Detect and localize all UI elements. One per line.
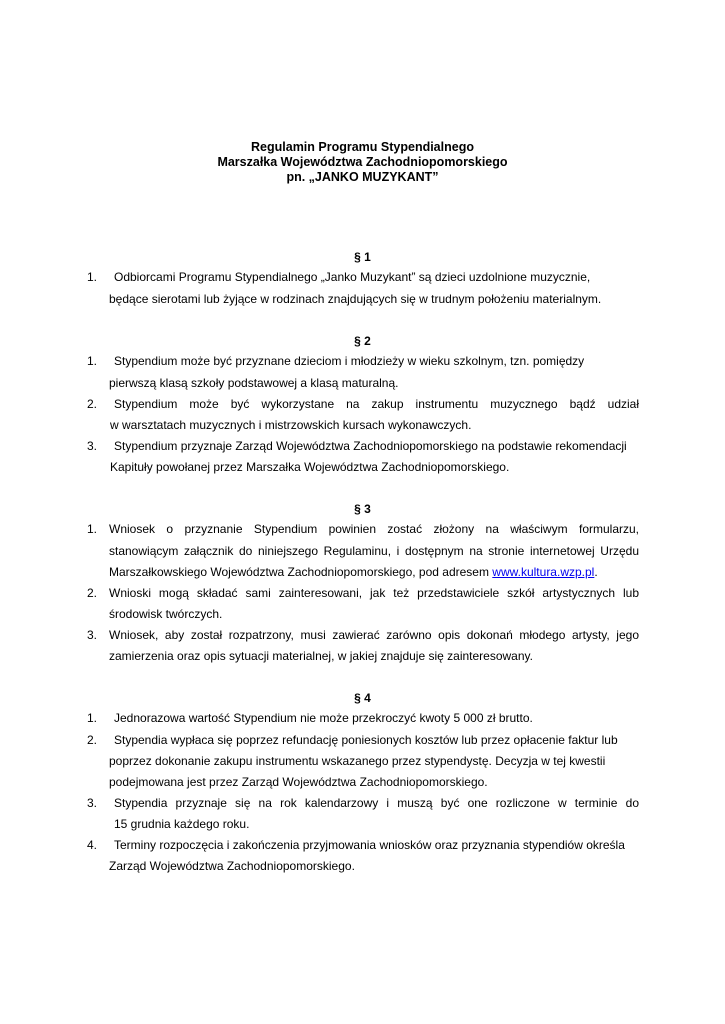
section-heading-2: § 2 xyxy=(354,334,371,348)
item-number: 1. xyxy=(87,354,98,368)
paragraph-line: Wnioski mogą składać sami zainteresowani, jak też przedstawiciele szkół artystycznych lub xyxy=(109,586,639,600)
paragraph-line: Odbiorcami Programu Stypendialnego „Janko Muzykant” są dzieci uzdolnione muzycznie, xyxy=(114,270,591,284)
paragraph-line: 15 grudnia każdego roku. xyxy=(114,817,250,831)
item-number: 1. xyxy=(87,522,98,536)
item-number: 1. xyxy=(87,270,98,284)
title-line-1: Regulamin Programu Stypendialnego xyxy=(251,140,474,154)
section-heading-4: § 4 xyxy=(354,691,371,705)
paragraph-line: stanowiącym załącznik do niniejszego Regulaminu, i dostępnym na stronie internetowej Urzędu xyxy=(109,544,639,558)
paragraph-line: podejmowana jest przez Zarząd Województwa Zachodniopomorskiego. xyxy=(109,775,488,789)
paragraph-line: pierwszą klasą szkoły podstawowej a klasą maturalną. xyxy=(109,376,399,390)
paragraph-line: Kapituły powołanej przez Marszałka Województwa Zachodniopomorskiego. xyxy=(110,460,510,474)
paragraph-line: Stypendium przyznaje Zarząd Województwa Zachodniopomorskiego na podstawie rekomendacji xyxy=(114,439,627,453)
paragraph-line: środowisk twórczych. xyxy=(109,607,223,621)
paragraph-line xyxy=(109,562,598,583)
item-number: 1. xyxy=(87,711,98,725)
paragraph-line: Zarząd Województwa Zachodniopomorskiego. xyxy=(109,859,355,873)
paragraph-line: Stypendia przyznaje się na rok kalendarzowy i muszą być one rozliczone w terminie do xyxy=(114,796,639,810)
item-number: 4. xyxy=(87,838,98,852)
paragraph-line: będące sierotami lub żyjące w rodzinach znajdujących się w trudnym położeniu materialnym. xyxy=(109,292,602,306)
paragraph-line: Stypendia wypłaca się poprzez refundację poniesionych kosztów lub przez opłacenie faktur lub xyxy=(114,733,618,747)
title-line-3: pn. „JANKO MUZYKANT” xyxy=(286,170,439,184)
paragraph-line: Terminy rozpoczęcia i zakończenia przyjmowania wniosków oraz przyznania stypendiów określa xyxy=(114,838,625,852)
paragraph-line: poprzez dokonanie zakupu instrumentu wskazanego przez stypendystę. Decyzja w tej kwestii xyxy=(109,754,606,768)
item-number: 3. xyxy=(87,439,98,453)
section-heading-1: § 1 xyxy=(354,250,371,264)
paragraph-text: Marszałkowskiego Województwa Zachodniopomorskiego, pod adresem xyxy=(109,565,493,579)
item-number: 2. xyxy=(87,733,98,747)
item-number: 2. xyxy=(87,586,98,600)
paragraph-line: Stypendium może być przyznane dzieciom i młodzieży w wieku szkolnym, tzn. pomiędzy xyxy=(114,354,585,368)
paragraph-line: Jednorazowa wartość Stypendium nie może przekroczyć kwoty 5 000 zł brutto. xyxy=(114,711,533,725)
paragraph-line: Wniosek, aby został rozpatrzony, musi zawierać zarówno opis dokonań młodego artysty, jego xyxy=(109,628,639,642)
paragraph-text: . xyxy=(594,565,598,579)
paragraph-line: zamierzenia oraz opis sytuacji materialnej, w jakiej znajduje się zainteresowany. xyxy=(109,649,533,663)
title-line-2: Marszałka Województwa Zachodniopomorskiego xyxy=(217,155,508,169)
paragraph-line: Stypendium może być wykorzystane na zakup instrumentu muzycznego bądź udział xyxy=(114,397,639,411)
paragraph-line: Wniosek o przyznanie Stypendium powinien zostać złożony na właściwym formularzu, xyxy=(109,522,639,536)
item-number: 3. xyxy=(87,796,98,810)
item-number: 3. xyxy=(87,628,98,642)
document-title xyxy=(0,140,725,185)
paragraph-line: w warsztatach muzycznych i mistrzowskich kursach wykonawczych. xyxy=(110,418,472,432)
item-number: 2. xyxy=(87,397,98,411)
kultura-website-link[interactable]: www.kultura.wzp.pl xyxy=(492,565,595,579)
section-heading-3: § 3 xyxy=(354,502,371,516)
